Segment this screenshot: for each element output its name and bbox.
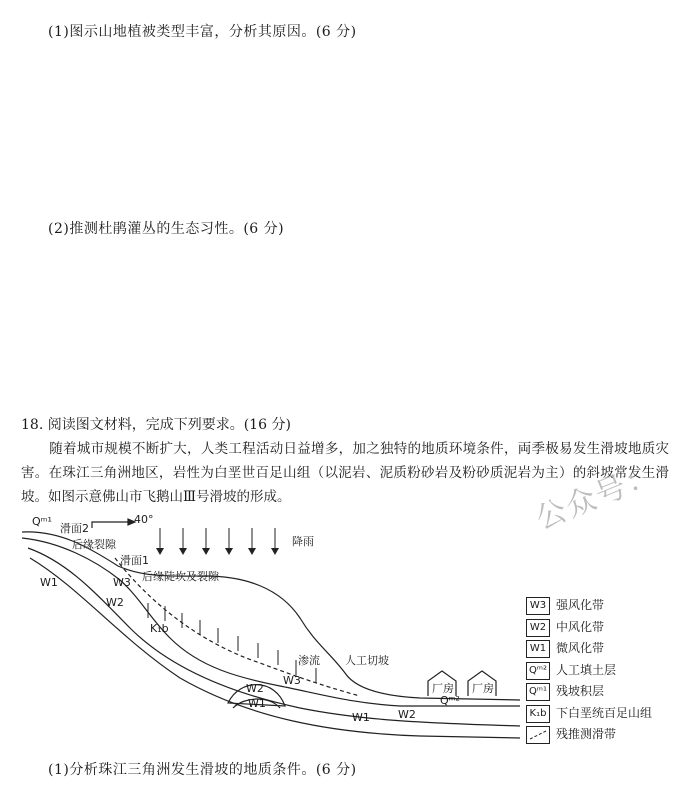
label-rear-crack: 后缘裂隙 [72, 538, 116, 551]
label-w3-bottom: W3 [283, 674, 301, 687]
label-k1b: K₁b [150, 622, 169, 635]
layer-line-1 [22, 538, 520, 706]
legend-label: 人工填土层 [556, 662, 617, 677]
legend-label: 残推测滑带 [556, 727, 617, 741]
rain-arrows [160, 528, 275, 550]
question-18-text: 随着城市规模不断扩大，人类工程活动日益增多，加之独特的地质环境条件，両季极易发生滑坡地质灾害。在珠江三角洲地区，岩性为白垩世百足山组（以泥岩、泥质粉砂岩及粉砂质泥岩为主）的斜坡常发生滑坡。如图示意佛山市飞鹅山Ⅲ号滑坡的形成。 [21, 441, 669, 505]
layer-line-3 [30, 558, 520, 738]
watermark: 公众号： [530, 456, 663, 537]
label-w1-right: W1 [352, 711, 370, 724]
label-w3-top: W3 [113, 576, 131, 589]
label-seepage: 渗流 [298, 654, 320, 667]
label-factory-2: 厂房 [472, 682, 494, 695]
legend-label: 残坡积层 [556, 684, 605, 698]
label-rain: 降雨 [292, 535, 314, 548]
question-18-title: 18. 阅读图文材料，完成下列要求。(16 分) [21, 417, 291, 433]
legend-symbol: Qᵐ² [526, 662, 550, 680]
seepage-arrows [148, 603, 316, 683]
slip2-pointer [92, 522, 128, 528]
label-qm2: Qᵐ² [440, 694, 460, 707]
question-1: (1)图示山地植被类型丰富，分析其原因。(6 分) [48, 24, 357, 40]
question-18-1: (1)分析珠江三角洲发生滑坡的地质条件。(6 分) [48, 762, 357, 778]
label-w1-top: W1 [40, 576, 58, 589]
legend-symbol: K₁b [526, 705, 550, 723]
label-rear-scarp: 后缘陡坎及裂隙 [142, 570, 219, 583]
label-factory-1: 厂房 [432, 682, 454, 695]
legend-symbol: Qᵐ¹ [526, 683, 550, 701]
legend-label: 强风化带 [556, 598, 605, 612]
legend-symbol-slip-zone [526, 726, 550, 744]
label-w2-bottom: W2 [246, 682, 264, 695]
label-w2-top: W2 [106, 596, 124, 609]
label-qm1: Qᵐ¹ [32, 515, 52, 528]
label-cut-slope: 人工切坡 [345, 654, 389, 667]
label-slip2: 滑面2 [60, 522, 89, 535]
label-w2-right: W2 [398, 708, 416, 721]
label-slip1: 滑面1 [120, 554, 149, 567]
legend-label: 中风化带 [556, 619, 605, 634]
label-w1-bottom: W1 [248, 697, 266, 710]
legend-label: 微风化带 [556, 641, 605, 655]
diagram-labels [32, 513, 494, 724]
legend-symbol: W1 [526, 640, 550, 658]
rain-arrowheads [156, 548, 279, 555]
legend-symbol: W3 [526, 597, 550, 615]
ground-surface [22, 532, 520, 700]
legend-symbol: W2 [526, 619, 550, 637]
legend-label: 下白垩统百足山组 [556, 705, 653, 720]
question-2: (2)推测杜鹃灌丛的生态习性。(6 分) [48, 221, 285, 237]
label-angle: 40° [134, 513, 154, 526]
